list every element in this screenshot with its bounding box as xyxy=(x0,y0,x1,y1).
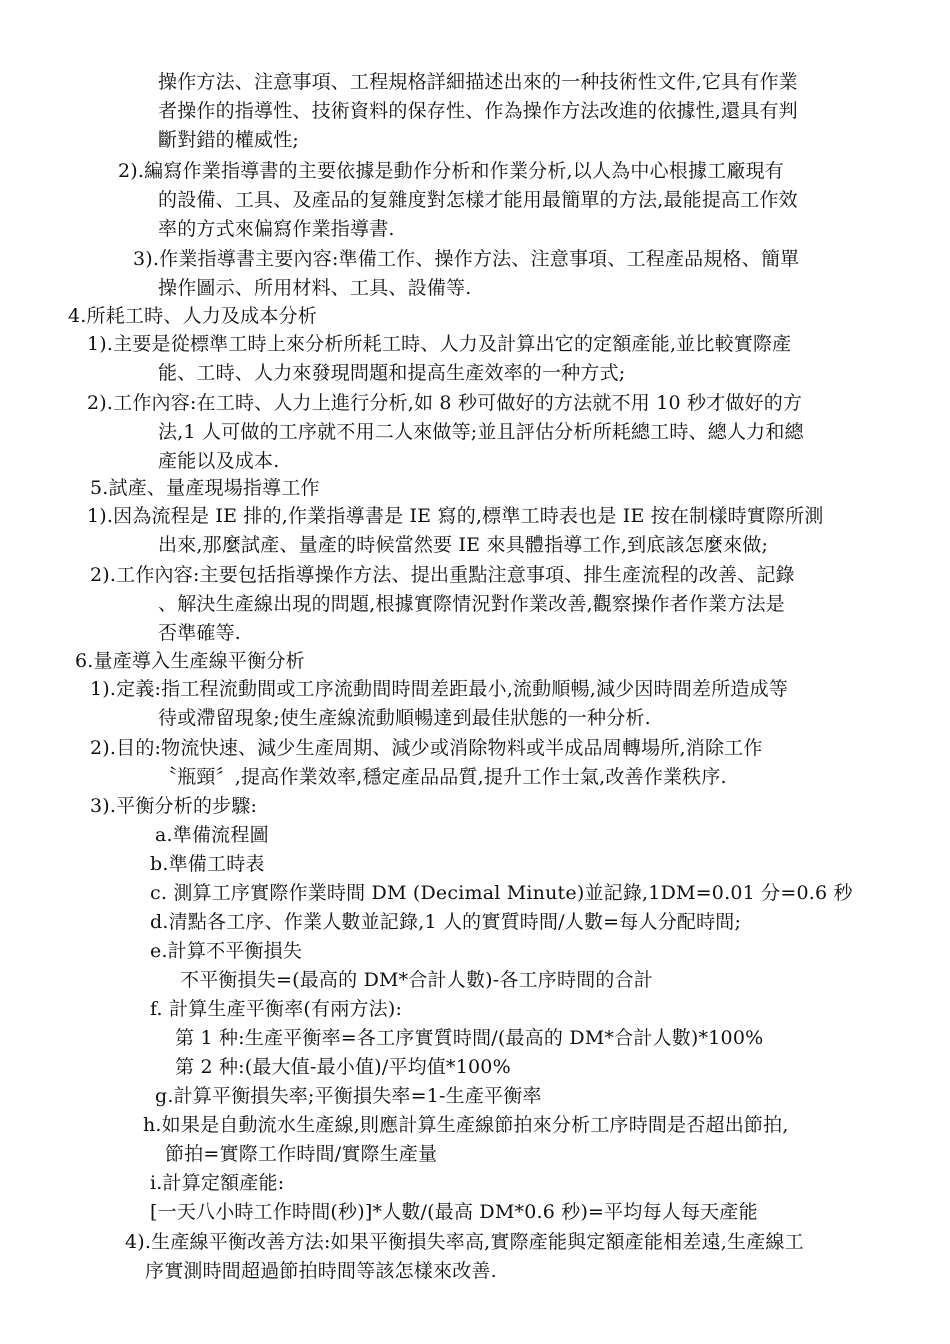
text-line: 2).工作內容:在工時、人力上進行分析,如 8 秒可做好的方法就不用 10 秒才做好的方 xyxy=(87,392,803,414)
text-line: 2).工作內容:主要包括指導操作方法、提出重點注意事項、排生產流程的改善、記錄 xyxy=(90,564,795,586)
list-item: d.清點各工序、作業人數並記錄,1 人的實質時間/人數=每人分配時間; xyxy=(150,911,742,933)
text-line: 產能以及成本. xyxy=(158,450,280,472)
section-heading: 4.所耗工時、人力及成本分析 xyxy=(68,305,317,327)
text-line: 斷對錯的權威性; xyxy=(158,129,300,151)
text-line: 操作方法、注意事項、工程規格詳細描述出來的一种技術性文件,它具有作業 xyxy=(158,71,798,93)
text-line: 〝瓶頸〞,提高作業效率,穩定產品品質,提升工作士氣,改善作業秩序. xyxy=(158,766,727,788)
formula-line: 節拍=實際工作時間/實際生產量 xyxy=(165,1143,438,1165)
text-line: 法,1 人可做的工序就不用二人來做等;並且評估分析所耗總工時、總人力和總 xyxy=(158,421,804,443)
text-line: 否準確等. xyxy=(158,622,242,644)
formula-line: 第 2 种:(最大值-最小值)/平均值*100% xyxy=(175,1056,511,1078)
text-line: 3).平衡分析的步驟: xyxy=(90,795,258,817)
list-item: h.如果是自動流水生產線,則應計算生產線節拍來分析工序時間是否超出節拍, xyxy=(143,1114,789,1136)
list-item: i.計算定額產能: xyxy=(150,1172,285,1194)
text-line: 能、工時、人力來發現問題和提高生產效率的一种方式; xyxy=(158,362,626,384)
text-line: 1).因為流程是 IE 排的,作業指導書是 IE 寫的,標準工時表也是 IE 按在制樣時實際所測 xyxy=(87,505,824,527)
section-heading: 6.量產導入生產線平衡分析 xyxy=(75,650,305,672)
text-line: 4).生產線平衡改善方法:如果平衡損失率高,實際產能與定額產能相差遠,生產線工 xyxy=(125,1231,804,1253)
list-item: g.計算平衡損失率;平衡損失率=1-生產平衡率 xyxy=(155,1085,542,1107)
text-line: 操作圖示、所用材料、工具、設備等. xyxy=(158,277,472,299)
text-line: 待或滯留現象;使生產線流動順暢達到最佳狀態的一种分析. xyxy=(158,707,651,729)
text-line: 、解決生產線出現的問題,根據實際情況對作業改善,觀察操作者作業方法是 xyxy=(158,593,785,615)
text-line: 2).編寫作業指導書的主要依據是動作分析和作業分析,以人為中心根據工廠現有 xyxy=(118,160,784,182)
text-line: 2).目的:物流快速、減少生產周期、減少或消除物料或半成品周轉場所,消除工作 xyxy=(90,737,763,759)
text-line: 1).主要是從標準工時上來分析所耗工時、人力及計算出它的定額產能,並比較實際產 xyxy=(87,333,792,355)
list-item: b.準備工時表 xyxy=(150,853,265,875)
section-heading: 5.試產、量產現場指導工作 xyxy=(90,477,320,499)
text-line: 序實測時間超過節拍時間等該怎樣來改善. xyxy=(145,1260,497,1282)
list-item: f. 計算生產平衡率(有兩方法): xyxy=(150,998,403,1020)
text-line: 者操作的指導性、技術資料的保存性、作為操作方法改進的依據性,還具有判 xyxy=(158,100,798,122)
list-item: e.計算不平衡損失 xyxy=(150,940,303,962)
formula-line: [一天八小時工作時間(秒)]*人數/(最高 DM*0.6 秒)=平均每人每天產能 xyxy=(150,1201,758,1223)
text-line: 率的方式來偏寫作業指導書. xyxy=(158,218,395,240)
text-line: 3).作業指導書主要內容:準備工作、操作方法、注意事項、工程產品規格、簡單 xyxy=(133,248,800,270)
list-item: c. 測算工序實際作業時間 DM (Decimal Minute)並記錄,1DM=0.01 分=0.6 秒 xyxy=(150,882,853,904)
formula-line: 不平衡損失=(最高的 DM*合計人數)-各工序時間的合計 xyxy=(180,969,653,991)
list-item: a.準備流程圖 xyxy=(155,824,269,846)
text-line: 1).定義:指工程流動間或工序流動間時間差距最小,流動順暢,減少因時間差所造成等 xyxy=(90,678,789,700)
text-line: 的設備、工具、及產品的复雜度對怎樣才能用最簡單的方法,最能提高工作效 xyxy=(158,189,798,211)
formula-line: 第 1 种:生產平衡率=各工序實質時間/(最高的 DM*合計人數)*100% xyxy=(175,1027,764,1049)
text-line: 出來,那麼試產、量產的時候當然要 IE 來具體指導工作,到底該怎麼來做; xyxy=(158,534,769,556)
